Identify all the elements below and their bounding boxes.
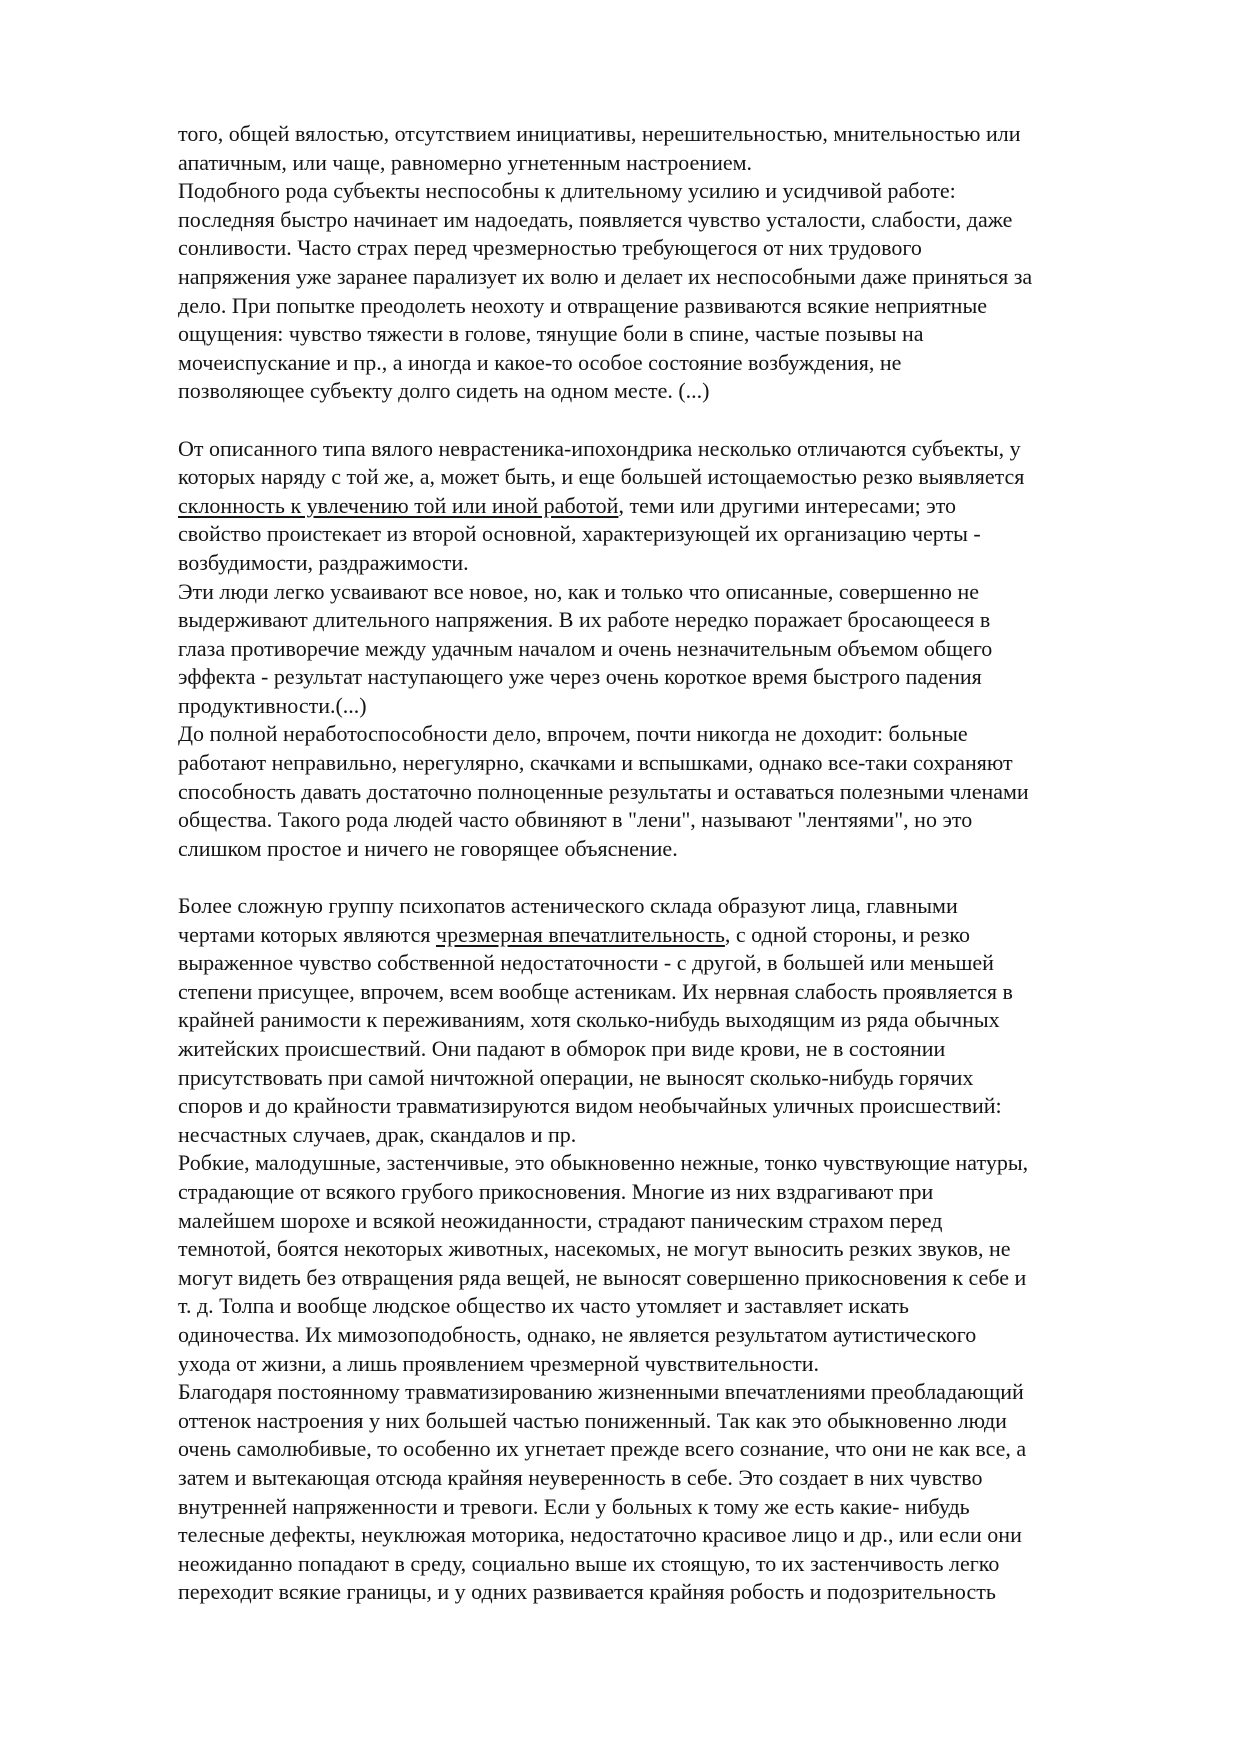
text-segment: глаза противоречие между удачным началом и очень незначительным объемом общего bbox=[178, 635, 993, 661]
text-segment: внутренней напряженности и тревоги. Если у больных к тому же есть какие- нибудь bbox=[178, 1493, 970, 1519]
paragraph bbox=[178, 1149, 1178, 1378]
text-segment: страдающие от всякого грубого прикосновения. Многие из них вздрагивают при bbox=[178, 1178, 934, 1204]
text-line bbox=[178, 921, 1178, 950]
text-line bbox=[178, 149, 1178, 178]
text-line bbox=[178, 435, 1178, 464]
text-segment: неожиданно попадают в среду, социально выше их стоящую, то их застенчивость легко bbox=[178, 1550, 1000, 1576]
text-line bbox=[178, 1378, 1178, 1407]
text-segment: Подобного рода субъекты неспособны к длительному усилию и усидчивой работе: bbox=[178, 178, 956, 204]
text-line bbox=[178, 1321, 1178, 1350]
paragraph-gap bbox=[178, 406, 1178, 435]
text-segment: могут видеть без отвращения ряда вещей, не выносят совершенно прикосновения к себе и bbox=[178, 1264, 1027, 1290]
text-segment: ощущения: чувство тяжести в голове, тянущие боли в спине, частые позывы на bbox=[178, 321, 924, 347]
text-segment: От описанного типа вялого неврастеника-ипохондрика несколько отличаются субъекты, у bbox=[178, 435, 1021, 461]
text-segment: слишком простое и ничего не говорящее объяснение. bbox=[178, 835, 678, 861]
text-segment: несчастных случаев, драк, скандалов и пр. bbox=[178, 1121, 577, 1147]
text-line bbox=[178, 349, 1178, 378]
paragraph bbox=[178, 720, 1178, 863]
text-line bbox=[178, 492, 1178, 521]
text-line bbox=[178, 778, 1178, 807]
text-segment: До полной неработоспособности дело, впрочем, почти никогда не доходит: больные bbox=[178, 721, 968, 747]
text-line bbox=[178, 1035, 1178, 1064]
text-segment: последняя быстро начинает им надоедать, появляется чувство усталости, слабости, даже bbox=[178, 206, 1013, 232]
text-segment: напряжения уже заранее парализует их волю и делает их неспособными даже приняться за bbox=[178, 263, 1033, 289]
text-segment: выраженное чувство собственной недостаточности - с другой, в большей или меньшей bbox=[178, 950, 994, 976]
text-line bbox=[178, 835, 1178, 864]
text-line bbox=[178, 692, 1178, 721]
text-segment: работают неправильно, нерегулярно, скачками и вспышками, однако все-таки сохраняют bbox=[178, 750, 1013, 776]
text-segment: способность давать достаточно полноценные результаты и оставаться полезными членами bbox=[178, 778, 1029, 804]
text-line bbox=[178, 635, 1178, 664]
text-segment: споров и до крайности травматизируются видом необычайных уличных происшествий: bbox=[178, 1093, 1002, 1119]
text-segment: ухода от жизни, а лишь проявлением чрезмерной чувствительности. bbox=[178, 1350, 819, 1376]
text-segment: телесные дефекты, неуклюжая моторика, недостаточно красивое лицо и др., или если они bbox=[178, 1522, 1022, 1548]
paragraph bbox=[178, 120, 1178, 177]
text-line bbox=[178, 949, 1178, 978]
text-segment: сонливости. Часто страх перед чрезмерностью требующегося от них трудового bbox=[178, 235, 922, 261]
text-segment: темнотой, боятся некоторых животных, насекомых, не могут выносить резких звуков, не bbox=[178, 1236, 1011, 1262]
text-line bbox=[178, 1207, 1178, 1236]
text-segment: апатичным, или чаще, равномерно угнетенным настроением. bbox=[178, 149, 753, 175]
text-line bbox=[178, 806, 1178, 835]
text-segment: эффекта - результат наступающего уже через очень короткое время быстрого падения bbox=[178, 664, 982, 690]
text-line bbox=[178, 206, 1178, 235]
paragraph bbox=[178, 435, 1178, 578]
text-line bbox=[178, 292, 1178, 321]
text-segment: Робкие, малодушные, застенчивые, это обыкновенно нежные, тонко чувствующие натуры, bbox=[178, 1150, 1029, 1176]
text-segment: житейских происшествий. Они падают в обморок при виде крови, не в состоянии bbox=[178, 1036, 946, 1061]
paragraph bbox=[178, 578, 1178, 721]
underlined-phrase: чрезмерная впечатлительность bbox=[436, 921, 725, 947]
text-segment: , теми или другими интересами; это bbox=[618, 492, 957, 518]
text-line bbox=[178, 578, 1178, 607]
text-segment: , с одной стороны, и резко bbox=[724, 921, 970, 947]
text-segment: переходит всякие границы, и у одних развивается крайняя робость и подозрительность bbox=[178, 1579, 996, 1605]
text-line bbox=[178, 1235, 1178, 1264]
text-segment: т. д. Толпа и вообще людское общество их часто утомляет и заставляет искать bbox=[178, 1293, 909, 1319]
text-segment: чертами которых являются bbox=[178, 921, 436, 947]
text-segment: мочеиспускание и пр., а иногда и какое-то особое состояние возбуждения, не bbox=[178, 349, 902, 375]
text-line bbox=[178, 978, 1178, 1007]
text-segment: общества. Такого рода людей часто обвиняют в "лени", называют "лентяями", но это bbox=[178, 807, 973, 833]
text-segment: выдерживают длительного напряжения. В их работе нередко поражает бросающееся в bbox=[178, 607, 991, 633]
text-segment: крайней ранимости к переживаниям, хотя сколько-нибудь выходящим из ряда обычных bbox=[178, 1007, 1000, 1033]
text-line bbox=[178, 1292, 1178, 1321]
text-segment: очень самолюбивые, то особенно их угнетает прежде всего сознание, что они не как все, а bbox=[178, 1436, 1027, 1462]
text-segment: Эти люди легко усваивают все новое, но, как и только что описанные, совершенно не bbox=[178, 578, 980, 604]
text-segment: продуктивности.(...) bbox=[178, 692, 367, 718]
paragraph bbox=[178, 1378, 1178, 1607]
text-segment: свойство проистекает из второй основной, характеризующей их организацию черты - bbox=[178, 521, 981, 547]
text-line bbox=[178, 892, 1178, 921]
text-line bbox=[178, 1064, 1178, 1093]
text-line bbox=[178, 1149, 1178, 1178]
text-line bbox=[178, 606, 1178, 635]
text-line bbox=[178, 463, 1178, 492]
paragraph bbox=[178, 892, 1178, 1149]
text-segment: того, общей вялостью, отсутствием инициативы, нерешительностью, мнительностью или bbox=[178, 121, 1021, 146]
text-line bbox=[178, 1435, 1178, 1464]
text-line bbox=[178, 1550, 1178, 1579]
text-line bbox=[178, 320, 1178, 349]
text-line bbox=[178, 1464, 1178, 1493]
text-segment: степени присущее, впрочем, всем вообще астеникам. Их нервная слабость проявляется в bbox=[178, 978, 1013, 1004]
text-line bbox=[178, 120, 1178, 149]
text-segment: затем и вытекающая отсюда крайняя неуверенность в себе. Это создает в них чувство bbox=[178, 1464, 983, 1490]
text-line bbox=[178, 1006, 1178, 1035]
text-segment: позволяющее субъекту долго сидеть на одном месте. (...) bbox=[178, 378, 710, 404]
text-segment: одиночества. Их мимозоподобность, однако, не является результатом аутистического bbox=[178, 1321, 977, 1347]
text-line bbox=[178, 1521, 1178, 1550]
paragraph-gap bbox=[178, 863, 1178, 892]
text-segment: присутствовать при самой ничтожной операции, не выносят сколько-нибудь горячих bbox=[178, 1064, 974, 1090]
text-line bbox=[178, 520, 1178, 549]
text-segment: возбудимости, раздражимости. bbox=[178, 549, 469, 575]
text-segment: дело. При попытке преодолеть неохоту и отвращение развиваются всякие неприятные bbox=[178, 292, 987, 318]
text-segment: которых наряду с той же, а, может быть, и еще большей истощаемостью резко выявляется bbox=[178, 464, 1025, 490]
text-segment: малейшем шорохе и всякой неожиданности, страдают паническим страхом перед bbox=[178, 1207, 943, 1233]
text-line bbox=[178, 1493, 1178, 1522]
text-line bbox=[178, 1407, 1178, 1436]
underlined-phrase: склонность к увлечению той или иной работой bbox=[178, 492, 619, 518]
text-line bbox=[178, 1350, 1178, 1379]
document-body bbox=[178, 120, 1178, 1607]
text-line bbox=[178, 1578, 1178, 1607]
text-line bbox=[178, 377, 1178, 406]
text-line bbox=[178, 720, 1178, 749]
text-line bbox=[178, 749, 1178, 778]
text-line bbox=[178, 1178, 1178, 1207]
text-line bbox=[178, 234, 1178, 263]
text-line bbox=[178, 263, 1178, 292]
text-line bbox=[178, 1264, 1178, 1293]
text-line bbox=[178, 177, 1178, 206]
text-line bbox=[178, 663, 1178, 692]
text-segment: Более сложную группу психопатов астенического склада образуют лица, главными bbox=[178, 893, 958, 919]
text-line bbox=[178, 1092, 1178, 1121]
text-segment: Благодаря постоянному травматизированию жизненными впечатлениями преобладающий bbox=[178, 1379, 1024, 1405]
text-line bbox=[178, 549, 1178, 578]
text-line bbox=[178, 1121, 1178, 1150]
text-segment: оттенок настроения у них большей частью пониженный. Так как это обыкновенно люди bbox=[178, 1407, 1007, 1433]
paragraph bbox=[178, 177, 1178, 406]
